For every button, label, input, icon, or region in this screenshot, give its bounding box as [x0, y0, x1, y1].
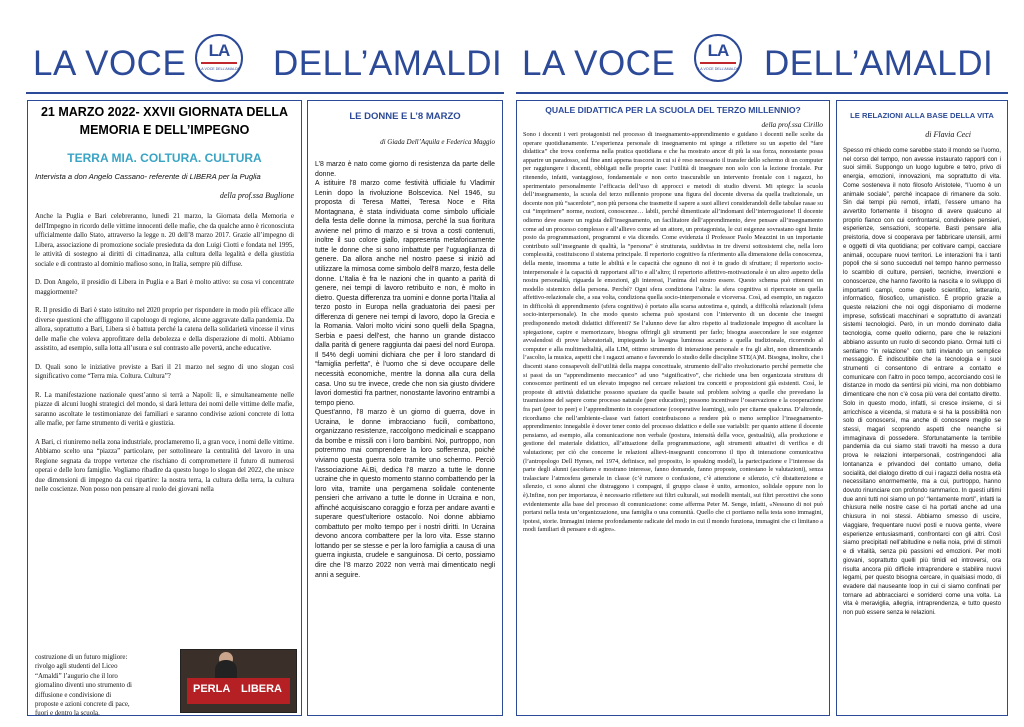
- closing-line: costruzione di un futuro migliore:: [35, 654, 128, 661]
- logo-letters: LA: [208, 41, 230, 60]
- masthead-right: [512, 40, 1024, 88]
- article-byline: di Flavia Ceci: [925, 130, 971, 139]
- logo-bar: [700, 62, 736, 64]
- answer: R. Il presidio di Bari è stato istituito nel 2020 proprio per rispondere in modo più efficace alle diverse questioni che affliggono il capoluogo di regione, alcune aggravate dalla pandemia. Da allora, soprattutto a Bari, Libera si è battuta perché la catena della solidarietà vincesse il virus delle mafie che voleva approfittare della debolezza e della disperazione di molti. Abbiamo assistito, ad esempio, sulla lotta all’usura e sul contrasto alle povertà, anche educative.: [35, 307, 294, 352]
- masthead-word-amaldi: DELL’AMALDI: [273, 44, 503, 83]
- closing-line: giornalino diventi uno strumento di: [35, 682, 132, 690]
- closing-line: rivolgo agli studenti del Liceo: [35, 663, 118, 671]
- masthead-word-la-voce: LA VOCE: [522, 44, 676, 83]
- paragraph: A istituire l’8 marzo come festività ufficiale fu Vladimir Lenin dopo la rivoluzione Bolscevica. Nel 1946, su proposta di Teresa Mattei, Teresa Noce e Rita Montagnana, è stata individuata come simbolo ufficiale della festa delle donne la mimosa, perché la sua fioritura avviene nel primo di marzo e si trova a costi contenuti, inoltre il suo colore giallo, rappresenta metaforicamente tutte le donne che si sono imbattute per l’uguaglianza di genere. Da allora anche nel nostro paese si iniziò ad utilizzare la mimosa come simbolo dell’8 marzo, festa delle donne. L’Italia è fra le nazioni che in quanto a parità di genere, nei tempi di lavoro retribuito e non, è molto in dietro. Questa differenza tra uomini e donne porta l’Italia al terzo posto in Europa nella graduatoria dei paesi per differenza di genere nei tempi di lavoro, dopo la Grecia e la Romania. Valori molto vicini sono quelli della Spagna, Serbia e paesi dell’est, che hanno un grande distacco dalla parità di genere raggiunta dai paesi del nord Europa. Il 54% degli uomini dichiara che per il loro standard di “famiglia perfetta”, è l’uomo che si deve occupare delle necessità economiche, mentre la donna alla cura della casa. Uno su tre invece, crede che non sia giusto dividere lavori domestici fra partner, nonostante lavorino entrambi a tempo pieno.: [315, 180, 495, 407]
- article-title: QUALE DIDATTICA PER LA SCUOLA DEL TERZO MILLENNIO?: [545, 105, 801, 115]
- article-byline: di Giada Dell’Aquila e Federica Maggio: [380, 138, 495, 146]
- article-giornata-memoria: [27, 100, 302, 716]
- article-title: LE DONNE E L’8 MARZO: [349, 111, 461, 122]
- article-title-line2: MEMORIA E DELL’IMPEGNO: [79, 123, 250, 137]
- school-logo: [694, 34, 742, 82]
- paragraph: L’8 marzo è nato come giorno di resistenza da parte delle donne.: [315, 161, 495, 178]
- school-logo: [195, 34, 243, 82]
- answer: A Bari, ci riuniremo nella zona industriale, proclameremo lì, a gran voce, i nomi delle vittime. Abbiamo scelto una “piazza” particolare, per sottolineare la centralità del lavoro in una Regione segnata da troppe vertenze che rischiano di compromettere il futuro di numerosi operai e delle loro famiglie. Vogliamo ribadire da questo luogo lo slogan del 2022, che unisce due dimensioni di impegno da cui ripartire: la nostra terra, la cultura della terra, la cultura nelle coscienze. Non posso non pensare al ruolo dei giovani nella: [35, 438, 294, 493]
- banner-text-left: PERLA: [193, 683, 231, 695]
- article-didattica: [516, 100, 830, 716]
- article-body: [315, 160, 495, 580]
- article-body: [35, 212, 294, 495]
- answer: R. La manifestazione nazionale quest’anno si terrà a Napoli: lì, e simultaneamente nelle piazze di alcuni luoghi strategici del mondo, si darà lettura dei nomi delle vittime delle mafie, saranno ascoltate le testimonianze dei familiari e saranno condivise azioni concrete di lotta alle mafie, per farne strumento di verità e giustizia.: [35, 391, 294, 427]
- logo-letters: LA: [707, 41, 729, 60]
- masthead-word-amaldi: DELL’AMALDI: [764, 44, 994, 83]
- logo-text: LA VOCE DELL’AMALDI: [698, 67, 738, 71]
- libera-photo: [180, 649, 297, 713]
- article-byline: della prof.ssa Buglione: [219, 191, 294, 200]
- paragraph: Spesso mi chiedo come sarebbe stato il mondo se l’uomo, nel corso del tempo, non avesse instaurato rapporti con i suoi simili. Suppongo un luogo lugubre e tetro, privo di energia, emozioni, innovazioni, ma soprattutto di vita. Come sosteneva il noto filosofo Aristotele, “l’uomo è un animale sociale”, perché incapace di rimanere da solo. Sin dai tempi più remoti, infatti, l’essere umano ha avvertito fortemente il bisogno di avere qualcuno al proprio fianco con cui confrontarsi, condividere pensieri, esperienze, sensazioni, scoperte. Basti pensare alla preistoria, dove si cooperava per fabbricare utensili, armi e oggetti di vita quotidiana; per coltivare campi, cacciare animali, occupare nuovi territori. Le interazioni fra i tanti popoli che si sono succeduti nel tempo hanno permesso lo scambio di culture, pensieri, tecniche, invenzioni e conoscenze, che hanno favorito la nascita e lo sviluppo di importanti campi, come quello scientifico, letterario, informatico, filosofico, umanistico. È proprio grazie a queste relazioni che noi oggi disponiamo di moderne imprese, sofisticati macchinari e soprattutto di avanzati sistemi tecnologici. Però, in un mondo dominato dalla tecnologia, come quello odierno, pare che le relazioni abbiano assunto un ruolo di secondo piano. Ormai tutti ci sentiamo “in relazione” con tutti inviando un semplice messaggio. È indiscutibile che la tecnologia e i suoi strumenti ci consentono di entrare a contatto e comunicare con l’altro in poco tempo, accorciando così le distanze in modo da sentirsi più vicini, ma non dobbiamo dimenticare che non c’è cosa più vera del contatto diretto. Solo in questo modo, infatti, si cresce insieme, ci si arricchisce a vicenda, si matura e si ha la possibilità non solo di conoscersi, ma anche di conoscere meglio se stessi, magari scoprendo aspetti che neanche si immaginava di possedere. Sfortunatamente la terribile pandemia da cui siamo stati travolti ha messo a dura prova le relazioni interpersonali, costringendoci alla lontananza e privandoci del contatto umano, della socialità, del dialogo diretto di cui i ragazzi della nostra età necessitano enormemente, ma a cui, purtroppo, hanno dovuto rinunciare con profondo rammarico. In questi ultimi due anni tutti noi siamo un po’ “lentamente morti”, infatti la chiusura nelle nostre case ci ha portati anche ad una chiusura in noi stessi. Abbiamo smesso di uscire, viaggiare, frequentare nuovi posti e nuova gente, vivere esperienze entusiasmanti, confrontarci con gli altri. Così siamo precipitati nell’abitudine e nella noia, privi di stimoli e di vitalità, senza più passioni ed emozioni. Per molti giovani, soprattutto quelli più timidi ed introversi, ora risulta ancora più difficile intraprendere e stabilire nuovi legami, per questo bisogna cercare, in qualsiasi modo, di evadere dal nauseante loop in cui ci siamo confinati per tornare ad abbracciarci e sorriderci come una volta. La vita è meraviglia, allegria, intraprendenza, e tutto questo non può essere senza le relazioni.: [843, 147, 1001, 617]
- masthead-left: [0, 40, 510, 88]
- article-byline: della prof.ssa Cirillo: [761, 120, 823, 129]
- article-closing: [35, 653, 175, 716]
- article-donne-8-marzo: [307, 100, 503, 716]
- article-body: [523, 131, 823, 535]
- article-relazioni: [836, 100, 1008, 716]
- libera-banner: [187, 678, 290, 704]
- article-title: LE RELAZIONI ALLA BASE DELLA VITA: [850, 111, 994, 120]
- logo-text: LA VOCE DELL’AMALDI: [199, 67, 239, 71]
- closing-line: diffusione e condivisione di: [35, 691, 112, 699]
- banner-text-right: LIBERA: [241, 683, 282, 695]
- article-body: [843, 147, 1001, 618]
- paragraph: Anche la Puglia e Bari celebreranno, lunedì 21 marzo, la Giornata della Memoria e dell'Impegno in ricordo delle vittime innocenti delle mafie, che da qualche anno è riconosciuta ufficialmente dallo Stato, attraverso la legge n. 20 dell’8 marzo 2017. Grazie all’impegno di Libera, associazione di promozione sociale presieduta da don Luigi Ciotti e fondata nel 1995, le attività di sostegno ai diritti di cittadinanza, alla cultura della legalità e della giustizia sociale e di contrasto al dominio mafioso sono, in Italia, sempre più diffuse.: [35, 213, 294, 268]
- article-intro: Intervista a don Angelo Cassano- referente di LIBERA per la Puglia: [35, 172, 261, 181]
- right-page: [512, 0, 1024, 727]
- closing-line: fuori e dentro la scuola.: [35, 710, 100, 716]
- masthead-rule-left: [26, 92, 504, 94]
- closing-line: proposte e azioni concrete di pace,: [35, 701, 130, 709]
- article-title-line1: 21 MARZO 2022- XXVII GIORNATA DELLA: [40, 105, 289, 119]
- paragraph: Sono i docenti i veri protagonisti nel processo di insegnamento-apprendimento e guidano i docenti nelle scelte da operare quotidianamente. L’esperienza personale di insegnamento mi spinge a riflettere su un aspetto del “fare didattica” che trova conferma nella pratica quotidiana e che ha mostrato ancor di più la sua forza, nonostante possa apparire un paradosso, sul fine anni appena trascorsi in cui si è reso necessario il transfer dello schermo di un computer per raggiungere i discenti, obbligati nelle proprie case: l’utilità di insegnare non solo con la lezione frontale. Pur ritenendo, infatti, vantaggioso, fondamentale e non certo trascurabile un intervento frontale con i ragazzi, ho sperimentato personalmente l’efficacia dell’uso di approcci e metodi di studio diversi. Mi spiego: la scuola dell’insegnamento, la scuola del terzo millennio propone una figura del docente diversa da quella tradizionale, un docente non più “sacerdote”, non più persona che trasmette il sapere a suoi allievi considerandoli delle tabulae rasae su cui “imprimere” norme, nozioni, conoscenze… labili, perché dimenticate all’indomani dell’interrogazione! Il docente odierno deve essere un regista dell’insegnamento, un facilitatore dell’apprendimento, deve pensare all’insegnamento come ad un processo complesso e all’allievo come ad un attore, un protagonista, le cui esigenze sovrastano ogni limite posto da programmazioni, programmi e via dicendo. Come evidenzia il Professor Paolo Meazzini in un importante contributo sull’insegnante di qualità, la “persona” è strutturata, suddivisa in tre diversi sottosistemi che, nella loro complessità, costituiscono il sistema principale. Il repertorio cognitivo fa riferimento alla dimensione della conoscenza, della mente, insomma a tutte le abilità e le capacità che ognuno di noi è in grado di sfruttare; il repertorio socio-interpersonale è la capacità di rapportarsi all’io e all’altro; il repertorio affettivo-motivazionale è un altro aspetto della nostra personalità, riguarda le emozioni, gli interessi, l’anima del nostro essere. Questo schema può ritenersi un modello sistemico della persona. Perché? Ogni sfera condiziona l’altra: la sfera cognitiva si ripercuote su quella affettivo-relazionale che, a sua volta, condiziona quella socio-interpersonale e viceversa. Così, ad esempio, un ragazzo in difficoltà di apprendimento (sfera cognitiva) è portato alla scarsa autostima e, quindi, a difficoltà relazionali (sfera socio-interpersonale). In che modo questo schema può spostarsi con l’intervento di un docente che insegni predisponendo metodi didattici differenti? Se l’alunno deve far altro rispetto al tradizionale impegno di ascoltare la spiegazione, capire e memorizzare, bisogna offrirgli gli strumenti per farlo; bisogna assecondare le sue esigenze avvalendosi di prove laboratoriali, impiegando la lavagna luminosa accanto a quella tradizionale, ricorrendo al computer e alla multimedialità, alla LIM, ottimo strumento di interazione personale e fra gli altri, non dimenticando l’ascolto, la musica, aspetti che i ragazzi amano e favorendo lo studio delle discipline STE(A)M. Bisogna, inoltre, che i discenti siano consapevoli dell’utilità della mappa concettuale, strumento dell’alto rivoluzionario perché permette che si passi da un “apprendimento meccanico” ad uno “significativo”, che richiede una ben organizzata struttura di conoscenze pertinenti ed un elevato impegno nel cercare relazioni tra concetti e proposizioni già esistenti. Così, le proposte di attività didattiche possono spaziare da quelle basate sul problem solving a quelle che prevedano la trasmissione del sapere come processo naturale (peer education); possono incentivare l’osservazione e la cooperazione fra pari (peer to peer) e l’apprendimento in cooperazione (cooperative learning), solo per citarne qualcuna. D’altronde, ricordiamo che nell’ambiente-classe vari fattori contribuiscono a rendere più o meno semplice l’insegnamento-apprendimento: innegabile è dover tener conto del processo didattico e delle sue variabili: per quanto attiene il docente pensiamo, ad esempio, alla comunicazione non verbale (postura, intensità della voce, gestualità), alla produzione e gestione del materiale didattico, all’attuazione della programmazione, agli strumenti attuativi di verifica e di valutazione; per ciò che concerne le relazioni allievi-insegnanti concorrono il tipo di interazione comunicativa (l’antropologo Dell Hymes, nel 1974, definisce, nel proposito, lo speaking model), la partecipazione e l’interesse da parte degli alunni (ascoltano e mostrano interesse, fanno domande, fanno proposte, contestano le valutazioni), senza tralasciare l’atmosfera generale in classe (c’è rumore o confusione, c’è attenzione e silenzio, c’è distattenzione e silenzio, ci sono alunni che distraggono i compagni, il gruppo classe è unito, armonico, solidale oppure non lo è).Infine, non per importanza, è necessario riflettere sui filtri culturali, sui modelli mentali, sui filtri percettivi che sono evidentemente alla base del processo di comunicazione: come afferma Peter M. Senge, infatti, «Nessuno di noi può portarsi nella testa un’organizzazione, una famiglia o una comunità. Quello che ci portiamo nella testa sono immagini, ipotesi, storie. Immagini interne profondamente radicate del modo in cui il mondo funziona, immagini che ci limitano a modi familiari di pensare e di agire».: [523, 131, 823, 534]
- masthead-word-la-voce: LA VOCE: [33, 44, 187, 83]
- masthead-rule-right: [516, 92, 1008, 94]
- question: D. Quali sono le iniziative previste a Bari il 21 marzo nel segno di uno slogan così significativo come “Terra mia. Coltura. Cultura”?: [35, 363, 294, 380]
- left-page: [0, 0, 510, 727]
- paragraph: Quest’anno, l’8 marzo è un giorno di guerra, dove in Ucraina, le donne imbracciano fucili, combattono, organizzano resistenze, raccolgono medicinali e scappano da bombe e missili con i loro bambini. Noi, purtroppo, non potremmo mai comprendere la loro sofferenza, poiché viviamo questa guerra solo tramite uno schermo. Perciò l’associazione Ai.Bi, dedica l’8 marzo a tutte le donne ucraine che in questo momento stanno combattendo per la loro vita, tramite una pergamena solidale contenente pensieri che arrivano a tutte le donne in Ucraina e non, affinché acquisiscano coraggio e forza per andare avanti e superare quest’ulteriore ostacolo. Noi donne abbiamo combattuto per molto tempo per i nostri diritti. In Ucraina devono ancora combattere per la loro vita. Esse stanno lottando per se stesse e per la loro famiglia a causa di una guerra ingiusta, crudele e sanguinosa. Di certo, possiamo dire che l’8 marzo 2022 non verrà mai dimenticato negli anni a seguire.: [315, 409, 495, 579]
- logo-bar: [201, 62, 237, 64]
- question: D. Don Angelo, il presidio di Libera in Puglia e a Bari è molto attivo: su cosa vi concentrate maggiormente?: [35, 279, 294, 296]
- closing-line: “Amaldi” l’augurio che il loro: [35, 672, 118, 680]
- article-subtitle: TERRA MIA. COLTURA. CULTURA: [67, 151, 262, 165]
